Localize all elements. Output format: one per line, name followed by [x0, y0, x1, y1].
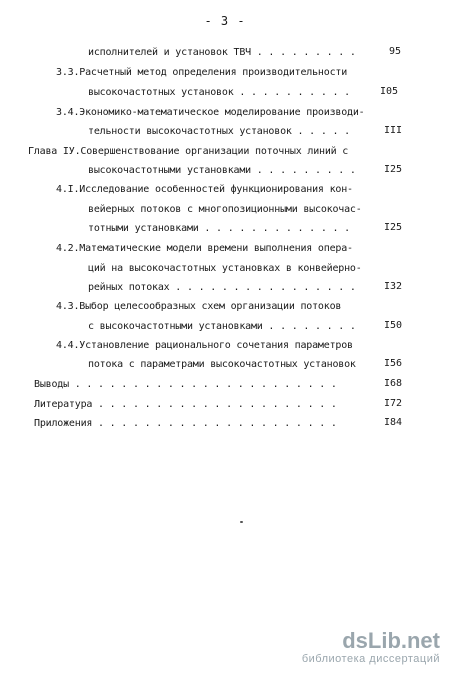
toc-entry-4-1-cont2: тотными установками . . . . . . . . . . . . .: [88, 223, 350, 234]
toc-entry-4-2-cont2: рейных потоках . . . . . . . . . . . . . . . .: [88, 282, 356, 293]
toc-page-number: III: [384, 125, 403, 136]
toc-entry-4-2: 4.2.Математические модели времени выполнения опера-: [56, 243, 353, 254]
toc-page-number: I84: [384, 417, 403, 428]
toc-page-number: I25: [384, 164, 403, 175]
toc-entry-3-3-cont: высокочастотных установок . . . . . . . . . .: [88, 87, 350, 98]
toc-literature: Литература . . . . . . . . . . . . . . . . . . . . .: [34, 399, 337, 410]
toc-chapter-4-cont: высокочастотными установками . . . . . . . . .: [88, 165, 356, 176]
toc-entry-3-4-cont: тельности высокочастотных установок . . . . .: [88, 126, 350, 137]
paper-speck: [240, 521, 243, 523]
toc-entry-continuation: исполнителей и установок ТВЧ . . . . . . . . .: [88, 47, 356, 58]
toc-page-number: I32: [384, 281, 403, 292]
toc-entry-3-3: 3.3.Расчетный метод определения производительности: [56, 67, 348, 78]
toc-appendices: Приложения . . . . . . . . . . . . . . . . . . . . .: [34, 418, 337, 429]
toc-page-number: I50: [384, 320, 403, 331]
toc-entry-4-3: 4.3.Выбор целесообразных схем организации потоков: [56, 301, 342, 312]
toc-page-number: I05: [380, 86, 399, 97]
toc-chapter-4: Глава IУ.Совершенствование организации поточных линий с: [28, 146, 349, 157]
toc-entry-4-2-cont: ций на высокочастотных установках в конвейерно-: [88, 263, 362, 274]
watermark-logo: dsLib.net: [342, 628, 440, 653]
toc-entry-4-1: 4.I.Исследование особенностей функционирования кон-: [56, 184, 353, 195]
toc-entry-4-4: 4.4.Установление рационального сочетания параметров: [56, 340, 353, 351]
toc-entry-4-4-cont: потока с параметрами высокочастотных установок: [88, 359, 356, 370]
toc-page-number: I56: [384, 358, 403, 369]
toc-entry-4-3-cont: с высокочастотными установками . . . . . . . .: [88, 321, 356, 332]
toc-entry-4-1-cont: вейерных потоков с многопозиционными высокочас-: [88, 204, 362, 215]
watermark-subtitle: библиотека диссертаций: [301, 653, 440, 665]
toc-page-number: I72: [384, 398, 403, 409]
watermark: [302, 629, 440, 665]
page-number: - 3 -: [204, 14, 246, 28]
toc-entry-3-4: 3.4.Экономико-математическое моделирование производи-: [56, 107, 365, 118]
toc-page-number: 95: [389, 46, 402, 57]
toc-page-number: I68: [384, 378, 403, 389]
toc-page-number: I25: [384, 222, 403, 233]
toc-conclusions: Выводы . . . . . . . . . . . . . . . . . . . . . . .: [34, 379, 337, 390]
